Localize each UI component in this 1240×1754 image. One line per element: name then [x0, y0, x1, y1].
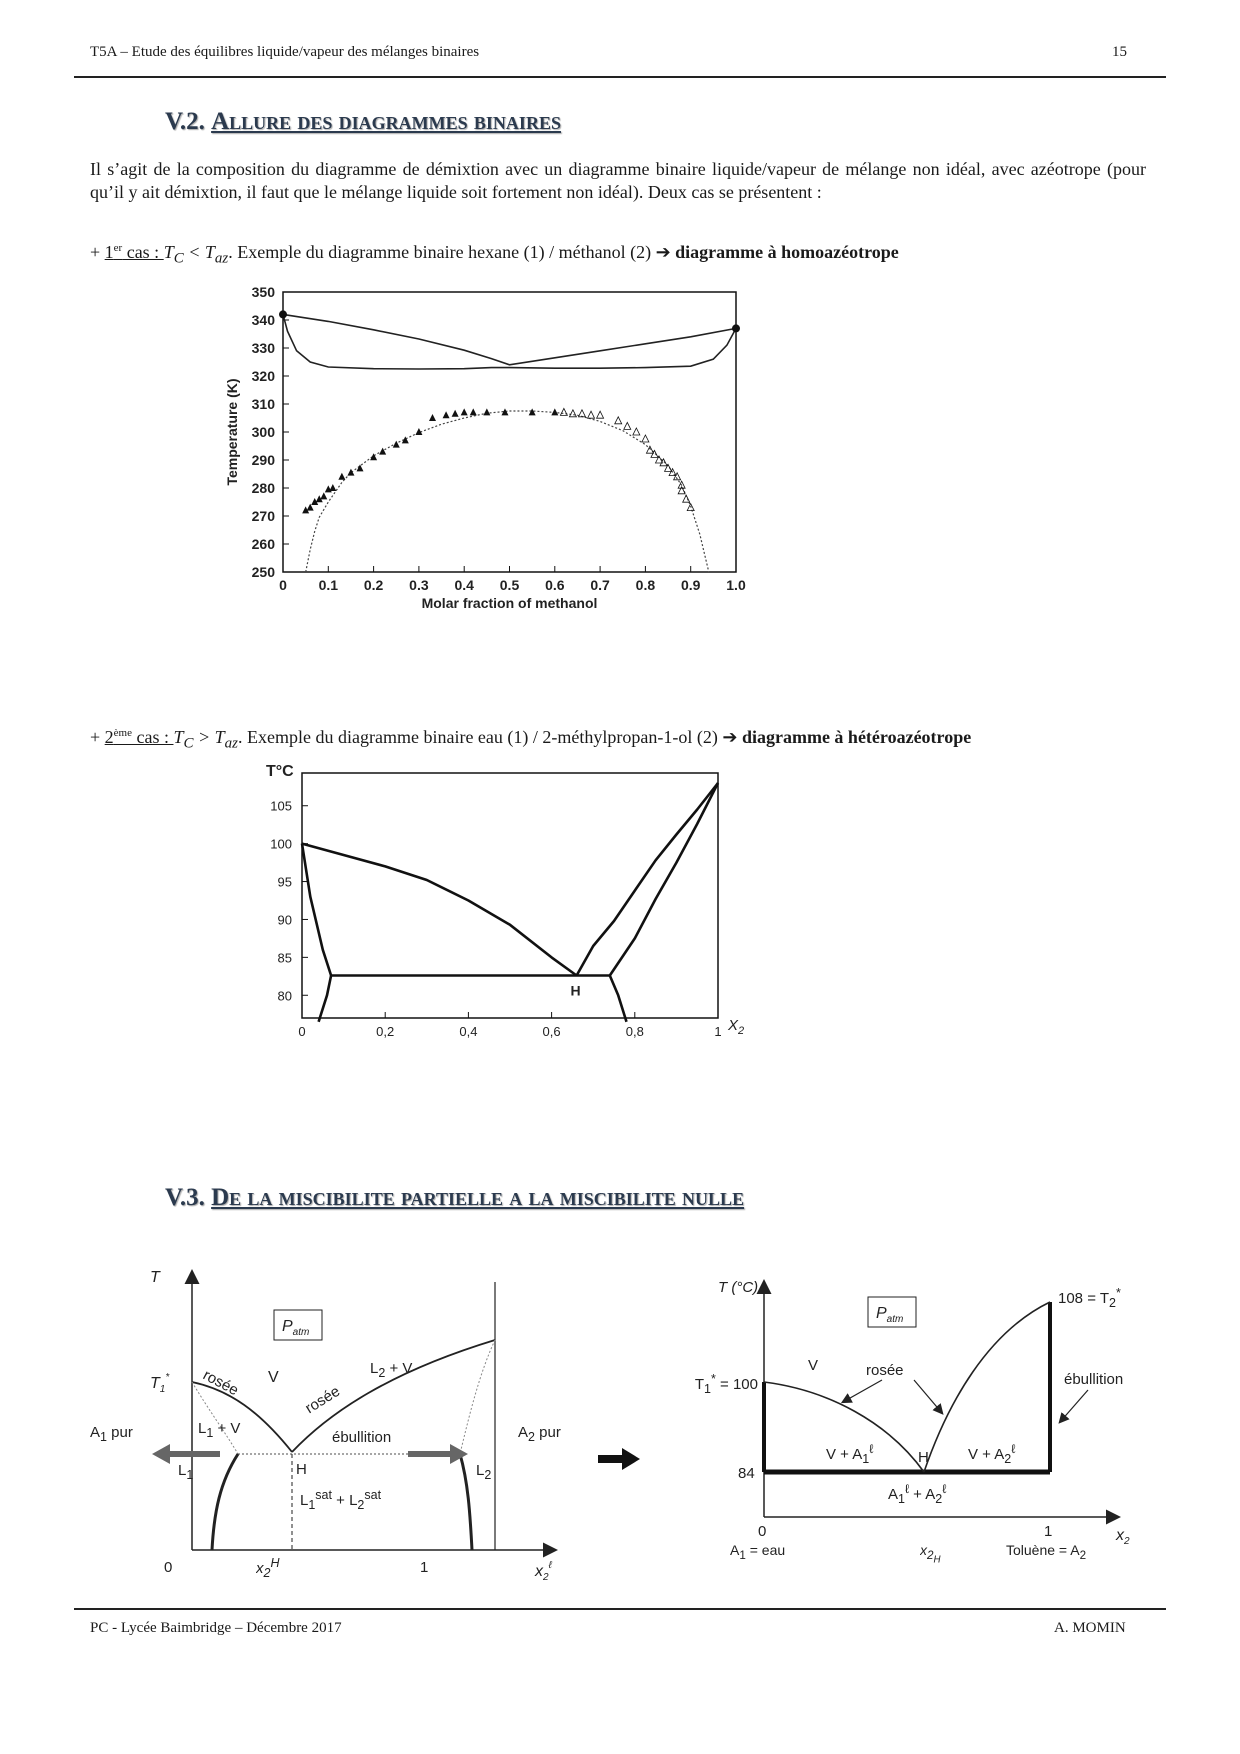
section-title: Allure des diagrammes binaires — [211, 108, 561, 135]
case-ordinal: 1 — [104, 242, 114, 262]
data-point-open — [646, 446, 653, 453]
arrow-icon: ➔ — [722, 727, 738, 747]
data-point-open — [569, 410, 576, 417]
y-axis-label: T°C — [266, 763, 294, 780]
tick-0: 0 — [758, 1523, 767, 1540]
axis-t-label: T — [150, 1269, 160, 1286]
intro-paragraph: Il s’agit de la composition du diagramme de démixtion avec un diagramme binaire liquide/vapeur de mélange non idéal, avec azéotrope (pour qu’il y ait démixtion, il faut que le mélange liquide soit fortement non idéal). Deux cas se présentent : — [90, 159, 1146, 202]
v-a2-label: $V + A_2^\ell$ — [968, 1442, 1016, 1466]
data-point-open — [597, 411, 604, 418]
toluene-label: Toluène = $A_2$ — [1006, 1542, 1087, 1562]
data-point-filled — [529, 408, 536, 415]
x-tick-label: 0.2 — [363, 577, 384, 593]
x-tick-label: 0.9 — [680, 577, 701, 593]
case-label-rest: cas : — [122, 242, 164, 262]
dew-curve-left — [302, 844, 577, 976]
case-conclusion: diagramme à hétéroazéotrope — [741, 727, 972, 747]
bubble-curve — [283, 314, 736, 369]
tick-1: 1 — [420, 1559, 429, 1576]
section-heading-v2 — [165, 108, 561, 136]
solubility-curve-lower-right — [610, 976, 627, 1022]
l-sat-label: $L_1^{sat} + L_2^{sat}$ — [300, 1488, 382, 1512]
a1-pur-label: $A_1$ pur — [90, 1424, 133, 1444]
transition-arrow-icon — [598, 1448, 640, 1470]
pressure-label: $P_{atm}$ — [282, 1318, 310, 1338]
y-tick-label: 280 — [251, 480, 275, 496]
t1-label: $T_1^*$ — [150, 1372, 170, 1395]
data-point-filled — [452, 410, 459, 417]
v-label: V — [808, 1357, 819, 1374]
dew-curve-right — [577, 783, 718, 976]
data-point-filled — [483, 408, 490, 415]
y-tick-label: 330 — [251, 340, 275, 356]
l1-v-label: $L_1 + V$ — [198, 1420, 241, 1440]
solubility-curve-lower-left — [319, 976, 332, 1022]
x-tick-label: 1 — [714, 1024, 722, 1039]
case-label-rest: cas : — [131, 727, 174, 747]
y-tick-label: 340 — [251, 312, 275, 328]
rosee-label: rosée — [866, 1362, 904, 1379]
v-a1-label: $V + A_1^\ell$ — [826, 1442, 874, 1466]
temp-84-label: 84 — [738, 1465, 755, 1482]
data-point-filled — [379, 448, 386, 455]
case-ordinal: 2 — [104, 727, 114, 747]
arrow-icon: ➔ — [655, 242, 671, 262]
chart-water-methylpropanol — [266, 763, 850, 1158]
x-tick-label: 0.3 — [409, 577, 429, 593]
y-tick-label: 105 — [270, 798, 292, 814]
case-prefix: + — [90, 727, 105, 747]
a1-eau-label: $A_1$ = eau — [730, 1542, 786, 1562]
y-tick-label: 90 — [277, 912, 292, 928]
data-point-filled — [470, 408, 477, 415]
case-1-line — [90, 242, 899, 268]
y-tick-label: 80 — [277, 988, 292, 1004]
h-label: H — [918, 1449, 929, 1466]
plot-frame — [302, 773, 718, 1018]
y-tick-label: 290 — [251, 452, 275, 468]
x-axis-label: $X_2$ — [728, 1017, 745, 1037]
case-prefix: + — [90, 242, 105, 262]
data-point-open — [624, 422, 631, 429]
demixing-curve — [306, 411, 709, 572]
data-point-filled — [338, 473, 345, 480]
data-point-filled — [347, 469, 354, 476]
x-tick-label: 0,8 — [625, 1024, 644, 1039]
t1-label: $T_1^* = 100$ — [694, 1372, 758, 1396]
point-h-label: H — [570, 982, 581, 999]
ebullition-arrow — [1060, 1390, 1088, 1422]
y-tick-label: 260 — [251, 536, 275, 552]
l1-label: $L_1$ — [178, 1462, 194, 1482]
x-tick-label: 0,6 — [542, 1024, 561, 1039]
axis-x-label: $x_2$ — [1116, 1527, 1130, 1547]
page-number: 15 — [1112, 44, 1127, 60]
tick-1: 1 — [1044, 1523, 1053, 1540]
rosee-right-label: rosée — [302, 1382, 344, 1418]
data-point-filled — [551, 408, 558, 415]
rosee-left-label: rosée — [200, 1366, 242, 1400]
pure-methanol-point — [732, 324, 740, 332]
ebullition-label: ébullition — [332, 1429, 392, 1446]
t2-label: $108 = T_2^*$ — [1058, 1286, 1121, 1310]
y-tick-label: 350 — [251, 284, 275, 300]
arrow-right-head — [450, 1444, 468, 1464]
data-point-filled — [320, 492, 327, 499]
y-tick-label: 320 — [251, 368, 275, 384]
v-label: V — [268, 1369, 279, 1386]
case-condition: $T_C < T_{az}$ — [163, 242, 229, 267]
data-point-open — [588, 411, 595, 418]
x-axis-label: Molar fraction of methanol — [421, 595, 598, 611]
data-point-open — [633, 428, 640, 435]
data-point-filled — [443, 411, 450, 418]
data-point-filled — [429, 414, 436, 421]
plot-frame — [283, 292, 736, 572]
bubble-curve-right — [460, 1340, 495, 1454]
solubility-curve-right — [460, 1454, 472, 1550]
data-point-open — [578, 410, 585, 417]
x-tick-label: 0,4 — [459, 1024, 478, 1039]
bubble-curve-right — [610, 783, 718, 976]
a1-a2-label: $A_1^\ell + A_2^\ell$ — [888, 1482, 947, 1506]
axis-t-label: T (°C) — [718, 1279, 759, 1296]
data-point-filled — [357, 464, 364, 471]
case-text: . Exemple du diagramme binaire hexane (1) / méthanol (2) — [228, 242, 656, 262]
diagram-partial-miscibility — [90, 1262, 580, 1583]
diagram-null-miscibility — [688, 1262, 1148, 1582]
x2h-label: $x_{2_H}$ — [920, 1542, 941, 1566]
ebullition-label: ébullition — [1064, 1371, 1124, 1388]
rosee-arrow-right — [914, 1380, 942, 1413]
pressure-label: $P_{atm}$ — [876, 1305, 904, 1325]
x-tick-label: 0 — [279, 577, 287, 593]
header-rule — [74, 76, 1166, 78]
solubility-curve-water — [302, 844, 331, 976]
tick-0: 0 — [164, 1559, 173, 1576]
y-tick-label: 300 — [251, 424, 275, 440]
section-title: De la miscibilite partielle a la miscibilite nulle — [211, 1184, 745, 1211]
y-tick-label: 270 — [251, 508, 275, 524]
x-tick-label: 1.0 — [726, 577, 746, 593]
y-tick-label: 85 — [277, 950, 292, 966]
case-label — [105, 727, 174, 747]
x-tick-label: 0.8 — [635, 577, 656, 593]
data-point-filled — [329, 484, 336, 491]
y-axis-label: Temperature (K) — [224, 378, 240, 486]
y-tick-label: 95 — [277, 874, 292, 890]
data-point-filled — [461, 408, 468, 415]
section-number: V.3. — [165, 1184, 205, 1211]
section-heading-v3 — [165, 1184, 744, 1212]
dew-curve — [283, 314, 736, 364]
x-tick-label: 0.5 — [499, 577, 520, 593]
x-tick-label: 0.6 — [545, 577, 565, 593]
l2-label: $L_2$ — [476, 1462, 492, 1482]
footer-rule — [74, 1608, 1166, 1610]
case-conclusion: diagramme à homoazéotrope — [675, 242, 899, 262]
x-tick-label: 0.1 — [318, 577, 339, 593]
footer-right: A. MOMIN — [1054, 1620, 1126, 1636]
case-label — [105, 242, 164, 262]
x2h-label: $x_2^H$ — [256, 1556, 280, 1580]
y-tick-label: 250 — [251, 564, 275, 580]
x-tick-label: 0,2 — [376, 1024, 395, 1039]
data-point-open — [615, 417, 622, 424]
case-text: . Exemple du diagramme binaire eau (1) / 2-méthylpropan-1-ol (2) — [238, 727, 723, 747]
case-condition: $T_C > T_{az}$ — [173, 727, 239, 752]
pure-hexane-point — [279, 310, 287, 318]
case-ordinal-sup: ème — [113, 727, 132, 739]
running-header-title: T5A – Etude des équilibres liquide/vapeur des mélanges binaires — [90, 44, 480, 60]
data-point-open — [642, 435, 649, 442]
h-label: H — [296, 1461, 307, 1478]
a2-pur-label: $A_2$ pur — [518, 1424, 561, 1444]
y-tick-label: 100 — [270, 836, 292, 852]
x-tick-label: 0.4 — [454, 577, 474, 593]
axis-x-label: $x_2^\ell$ — [535, 1560, 552, 1583]
x-tick-label: 0.7 — [590, 577, 610, 593]
x-tick-label: 0 — [298, 1024, 306, 1039]
rosee-arrow-left — [843, 1380, 882, 1402]
case-ordinal-sup: er — [113, 242, 123, 254]
l2-v-label: $L_2 + V$ — [370, 1360, 413, 1380]
section-number: V.2. — [165, 108, 205, 135]
case-2-line — [90, 727, 971, 753]
chart-hexane-methanol — [224, 284, 840, 682]
data-point-filled — [370, 453, 377, 460]
footer-left: PC - Lycée Baimbridge – Décembre 2017 — [90, 1620, 342, 1636]
y-tick-label: 310 — [251, 396, 275, 412]
